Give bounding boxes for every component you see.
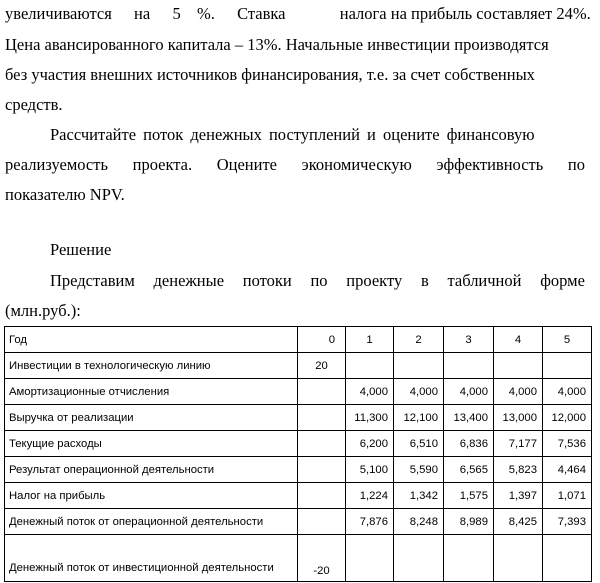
word: по [567, 155, 585, 174]
table-cell: 4,000 [444, 379, 494, 405]
paragraph2-line3: показателю NPV. [5, 185, 125, 204]
table-cell [394, 535, 444, 582]
table-cell: 1,575 [444, 483, 494, 509]
cash-flow-table [4, 326, 592, 582]
table-cell-label: Налог на прибыль [5, 483, 298, 509]
table-cell: 1,397 [494, 483, 543, 509]
table-cell [494, 535, 543, 582]
table-cell: 5,100 [346, 457, 394, 483]
table-row [5, 457, 592, 483]
table-cell [298, 509, 346, 535]
table-cell: 4,464 [543, 457, 592, 483]
word: реализуемость [5, 155, 108, 174]
table-header-cell: 0 [298, 327, 346, 353]
table-cell: 5,590 [394, 457, 444, 483]
table-cell: 8,248 [394, 509, 444, 535]
word: проекту [346, 271, 403, 290]
table-cell: 4,000 [543, 379, 592, 405]
table-cell: 11,300 [346, 405, 394, 431]
text-fragment: %. [196, 4, 215, 23]
word: экономическую [301, 155, 412, 174]
table-cell-label: Текущие расходы [5, 431, 298, 457]
word: денежные [153, 271, 225, 290]
text-fragment: Ставка [237, 4, 286, 23]
table-cell-label: Амортизационные отчисления [5, 379, 298, 405]
paragraph1-line2: Цена авансированного капитала – 13%. Начальные инвестиции производятся [5, 35, 549, 54]
table-header-cell: 3 [444, 327, 494, 353]
text-fragment: на [134, 4, 151, 23]
table-cell [494, 353, 543, 379]
table-header-cell: 2 [394, 327, 444, 353]
table-row [5, 405, 592, 431]
table-cell: 1,224 [346, 483, 394, 509]
table-row [5, 535, 592, 582]
table-cell: 1,342 [394, 483, 444, 509]
word: табличной [447, 271, 522, 290]
table-header-cell: 5 [543, 327, 592, 353]
table-header-cell: Год [5, 327, 298, 353]
word: форме [540, 271, 585, 290]
table-cell [444, 535, 494, 582]
paragraph1-line4: средств. [5, 95, 63, 114]
table-cell: -20 [298, 535, 346, 582]
table-cell [444, 353, 494, 379]
word: проекта. [132, 155, 193, 174]
table-row [5, 353, 592, 379]
table-cell: 8,425 [494, 509, 543, 535]
table-cell-label: Выручка от реализации [5, 405, 298, 431]
solution-heading: Решение [50, 240, 112, 259]
paragraph1-line1 [5, 4, 591, 24]
table-row [5, 483, 592, 509]
table-cell [298, 379, 346, 405]
text-fragment: налога на прибыль составляет 24%. [339, 4, 591, 23]
word: по [310, 271, 328, 290]
table-cell: 6,510 [394, 431, 444, 457]
table-cell [298, 483, 346, 509]
word: Оцените [216, 155, 277, 174]
table-cell: 6,565 [444, 457, 494, 483]
table-cell-label: Результат операционной деятельности [5, 457, 298, 483]
table-cell: 20 [298, 353, 346, 379]
table-cell-label: Инвестиции в технологическую линию [5, 353, 298, 379]
paragraph3-line1 [50, 271, 585, 291]
table-cell: 1,071 [543, 483, 592, 509]
word: потоки [242, 271, 292, 290]
table-cell [346, 535, 394, 582]
table-cell-label: Денежный поток от операционной деятельности [5, 509, 298, 535]
paragraph2-line1 [50, 125, 585, 145]
table-cell: 4,000 [346, 379, 394, 405]
table-header-cell: 1 [346, 327, 394, 353]
table-row [5, 379, 592, 405]
text-fragment: Рассчитайте поток денежных поступлений и оцените финансовую [50, 125, 535, 144]
table-cell [543, 535, 592, 582]
table-cell [543, 353, 592, 379]
table-cell: 12,000 [543, 405, 592, 431]
table-cell: 8,989 [444, 509, 494, 535]
table-cell: 13,000 [494, 405, 543, 431]
word: в [420, 271, 429, 290]
table-cell [298, 405, 346, 431]
paragraph3-line2: (млн.руб.): [5, 301, 81, 320]
table-cell: 7,876 [346, 509, 394, 535]
table-row [5, 431, 592, 457]
table-cell: 5,823 [494, 457, 543, 483]
table-cell [298, 457, 346, 483]
text-fragment: 5 [172, 4, 181, 23]
table-cell: 7,177 [494, 431, 543, 457]
table-cell: 7,393 [543, 509, 592, 535]
table-cell: 7,536 [543, 431, 592, 457]
table-row [5, 509, 592, 535]
word: эффективность [436, 155, 544, 174]
paragraph2-line2 [5, 155, 585, 175]
table-cell-label: Денежный поток от инвестиционной деятельности [5, 535, 298, 582]
table-cell: 12,100 [394, 405, 444, 431]
table-cell: 4,000 [494, 379, 543, 405]
table-cell: 13,400 [444, 405, 494, 431]
table-header-cell: 4 [494, 327, 543, 353]
table-cell [298, 431, 346, 457]
table-cell [394, 353, 444, 379]
table-cell: 6,836 [444, 431, 494, 457]
paragraph1-line3: без участия внешних источников финансирования, т.е. за счет собственных [5, 65, 535, 84]
word: Представим [50, 271, 135, 290]
table-cell [346, 353, 394, 379]
table-header-row [5, 327, 592, 353]
table-cell: 4,000 [394, 379, 444, 405]
text-fragment: увеличиваются [5, 4, 112, 23]
table-cell: 6,200 [346, 431, 394, 457]
